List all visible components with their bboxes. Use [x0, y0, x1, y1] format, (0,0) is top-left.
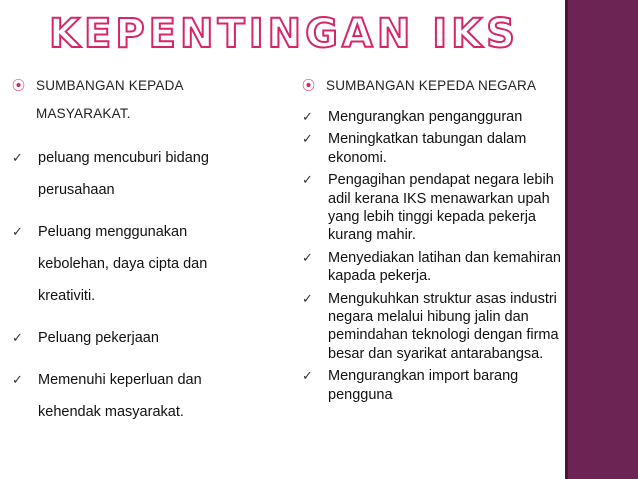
left-heading [12, 76, 262, 128]
checkmark-icon: ✓ [302, 109, 313, 124]
checkmark-icon: ✓ [12, 330, 23, 345]
list-item-text: Mengurangkan import barang pengguna [328, 368, 519, 403]
list-item [12, 364, 262, 428]
list-item [12, 322, 262, 354]
right-heading-text: SUMBANGAN KEPEDA NEGARA [326, 78, 537, 93]
list-item-text: Memenuhi keperluan dan kehendak masyarakat. [38, 372, 202, 420]
left-column [12, 76, 262, 428]
right-heading [302, 76, 564, 96]
list-item-text: Pengagihan pendapat negara lebih adil kerana IKS menawarkan upah yang lebih tinggi kepada pekerja kurang mahir. [328, 172, 554, 244]
list-item [302, 290, 564, 364]
list-item [302, 367, 564, 404]
list-item-text: Mengurangkan pengangguran [328, 109, 523, 125]
list-item [302, 130, 564, 167]
list-item-text: peluang mencuburi bidang perusahaan [38, 150, 209, 198]
checkmark-icon: ✓ [12, 372, 23, 387]
checkmark-icon: ✓ [12, 150, 23, 165]
right-column [302, 76, 564, 404]
target-bullet-icon: ⦿ [12, 78, 26, 93]
checkmark-icon: ✓ [302, 368, 313, 384]
list-item [302, 108, 564, 126]
list-item [12, 216, 262, 312]
list-item-text: Meningkatkan tabungan dalam ekonomi. [328, 131, 527, 166]
checkmark-icon: ✓ [302, 131, 313, 147]
decorative-sidebar [568, 0, 638, 479]
target-bullet-icon: ⦿ [302, 78, 316, 93]
checkmark-icon: ✓ [302, 172, 313, 188]
list-item [302, 171, 564, 245]
checkmark-icon: ✓ [302, 290, 313, 306]
slide-title: KEPENTINGAN IKS [49, 11, 519, 57]
checkmark-icon: ✓ [302, 249, 313, 265]
list-item-text: Mengukuhkan struktur asas industri negara melalui hibung jalin dan pemindahan teknologi dengan firma besar dan syarikat antarabangsa. [328, 290, 559, 362]
list-item [12, 142, 262, 206]
left-heading-text: SUMBANGAN KEPADA MASYARAKAT. [36, 78, 183, 121]
list-item [302, 249, 564, 286]
list-item-text: Menyediakan latihan dan kemahiran kapada pekerja. [328, 249, 561, 285]
list-item-text: Peluang pekerjaan [38, 330, 159, 346]
list-item-text: Peluang menggunakan kebolehan, daya cipta dan kreativiti. [38, 224, 208, 304]
checkmark-icon: ✓ [12, 224, 23, 239]
